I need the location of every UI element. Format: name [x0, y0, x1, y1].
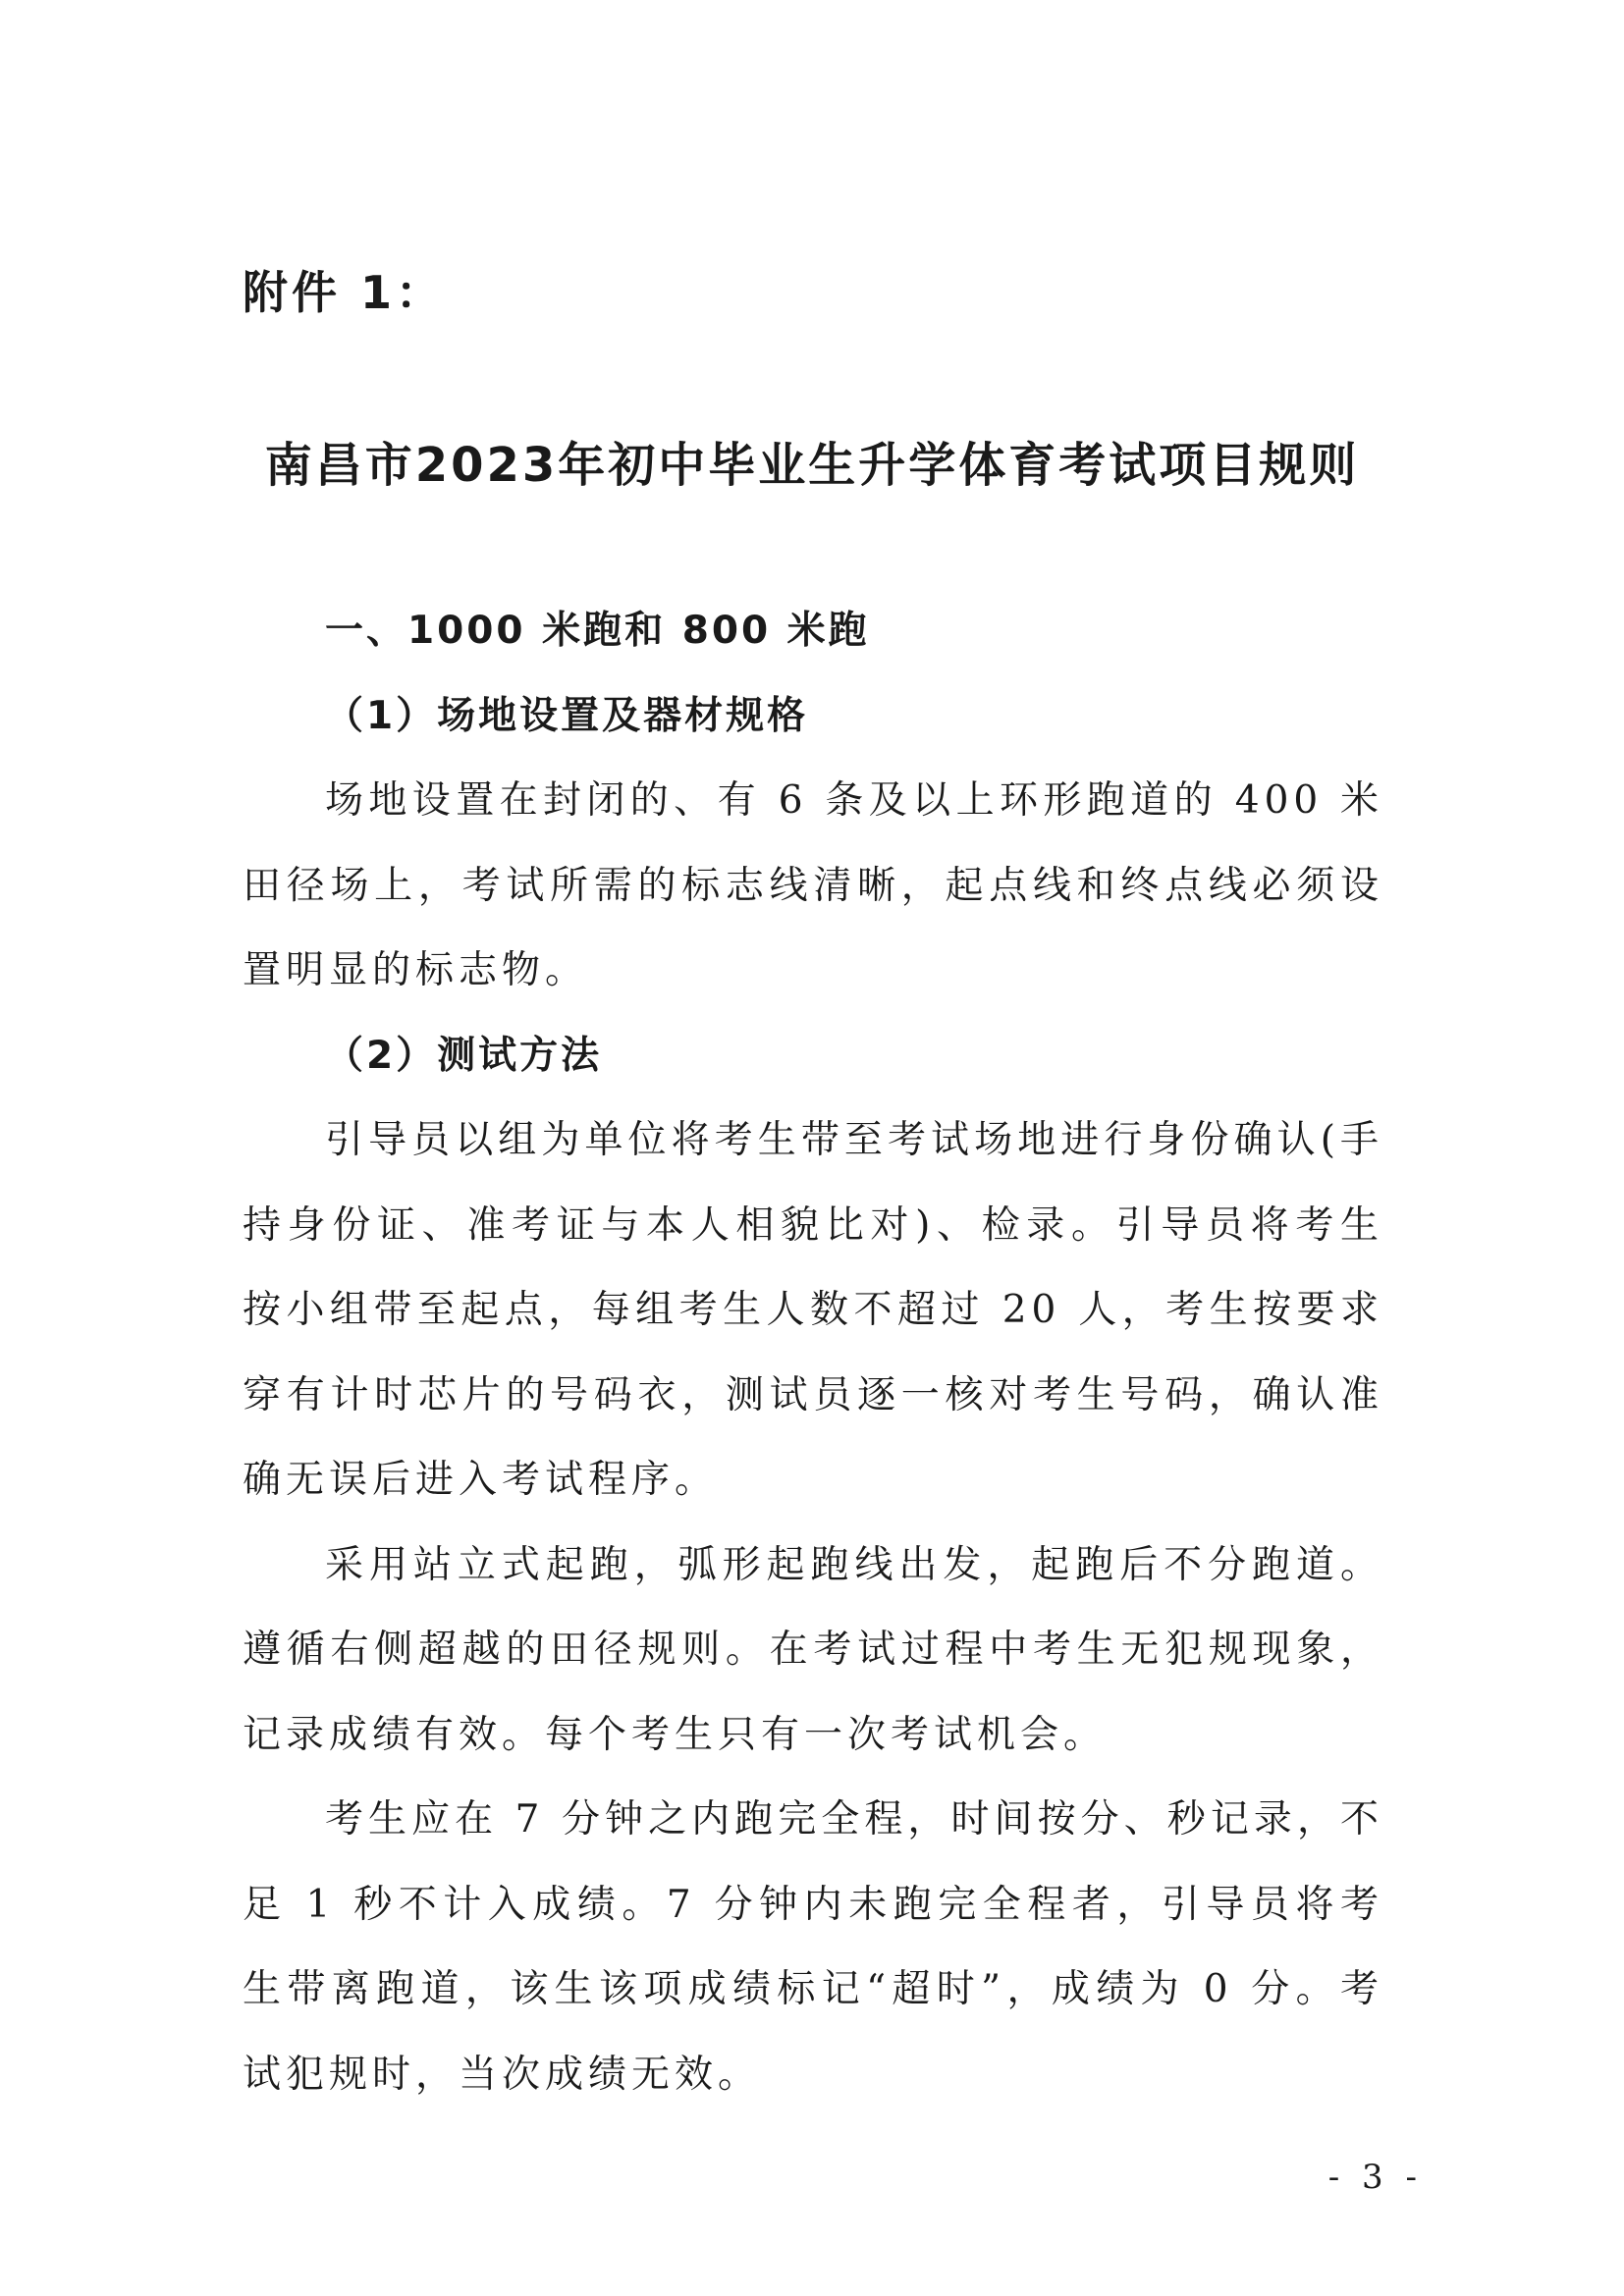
paragraph-venue: 场地设置在封闭的、有 6 条及以上环形跑道的 400 米田径场上，考试所需的标志线清晰，起点线和终点线必须设置明显的标志物。: [243, 778, 1383, 992]
section-heading: 一、1000 米跑和 800 米跑: [325, 609, 870, 653]
attachment-label: 附件 1：: [243, 266, 446, 319]
paragraph-start: 采用站立式起跑，弧形起跑线出发，起跑后不分跑道。遵循右侧超越的田径规则。在考试过程中考生无犯规现象，记录成绩有效。每个考生只有一次考试机会。: [243, 1542, 1383, 1757]
paragraph-checkin: 引导员以组为单位将考生带至考试场地进行身份确认(手持身份证、准考证与本人相貌比对)、检录。引导员将考生按小组带至起点，每组考生人数不超过 20 人，考生按要求穿有计时芯片的号码衣，测试员逐一核对考生号码，确认准确无误后进入考试程序。: [243, 1118, 1383, 1502]
subsection-heading-venue: （1）场地设置及器材规格: [325, 693, 809, 738]
page-number: - 3 -: [1327, 2158, 1423, 2197]
paragraph-time-limit: 考生应在 7 分钟之内跑完全程，时间按分、秒记录，不足 1 秒不计入成绩。7 分钟内未跑完全程者，引导员将考生带离跑道，该生该项成绩标记“超时”，成绩为 0 分。考试犯规时，当次成绩无效。: [243, 1797, 1383, 2097]
subsection-heading-method: （2）测试方法: [325, 1033, 603, 1078]
document-body: [243, 589, 1383, 2117]
document-title: 南昌市2023年初中毕业生升学体育考试项目规则: [264, 438, 1360, 493]
